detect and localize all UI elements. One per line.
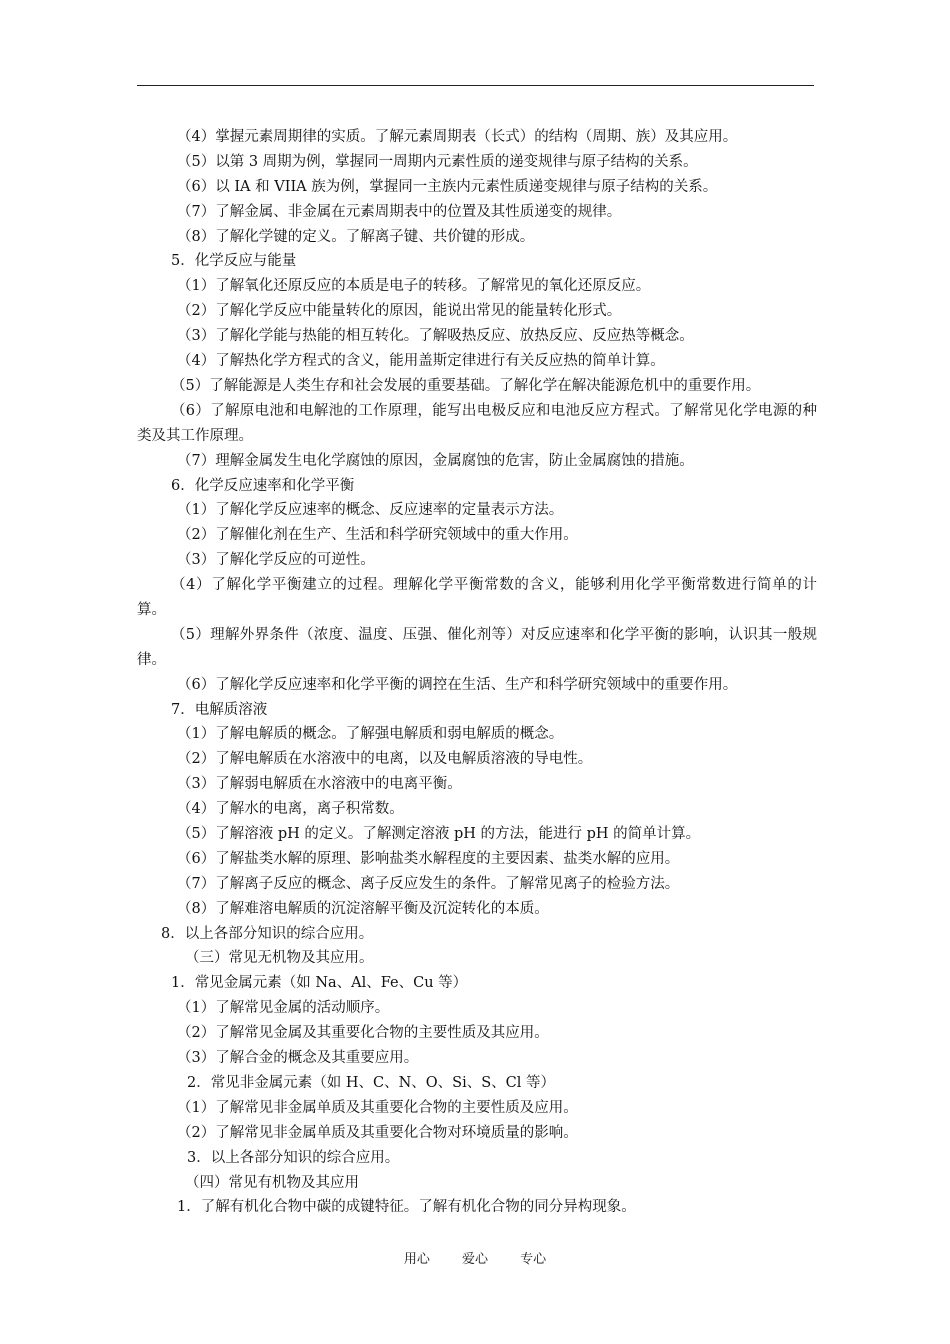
text-line: 1．了解有机化合物中碳的成键特征。了解有机化合物的同分异构现象。 (177, 1199, 636, 1216)
text-line: （1）了解常见金属的活动顺序。 (177, 1000, 390, 1017)
text-line: （5）以第 3 周期为例，掌握同一周期内元素性质的递变规律与原子结构的关系。 (177, 153, 698, 170)
text-line: （1）了解化学反应速率的概念、反应速率的定量表示方法。 (177, 502, 564, 519)
text-line: （5）理解外界条件（浓度、温度、压强、催化剂等）对反应速率和化学平衡的影响，认识其一般规律。 (137, 626, 817, 668)
text-line: （7）了解离子反应的概念、离子反应发生的条件。了解常见离子的检验方法。 (177, 875, 680, 892)
text-line: （2）了解常见金属及其重要化合物的主要性质及其应用。 (177, 1025, 549, 1042)
text-line: （2）了解电解质在水溶液中的电离，以及电解质溶液的导电性。 (177, 751, 593, 768)
text-line: （1）了解氧化还原反应的本质是电子的转移。了解常见的氧化还原反应。 (177, 278, 651, 295)
text-line: （三）常见无机物及其应用。 (185, 950, 374, 967)
text-line: 1．常见金属元素（如 Na、Al、Fe、Cu 等） (171, 975, 468, 992)
text-line: （3）了解合金的概念及其重要应用。 (177, 1050, 419, 1067)
text-line: 3．以上各部分知识的综合应用。 (187, 1149, 400, 1166)
text-line: （6）了解化学反应速率和化学平衡的调控在生活、生产和科学研究领域中的重要作用。 (177, 676, 738, 693)
text-line: （6）了解原电池和电解池的工作原理，能写出电极反应和电池反应方程式。了解常见化学电源的种类及其工作原理。 (137, 402, 817, 444)
text-line: （6）以 IA 和 VIIA 族为例，掌握同一主族内元素性质递变规律与原子结构的关系。 (177, 178, 718, 195)
text-line: 2．常见非金属元素（如 H、C、N、O、Si、S、Cl 等） (187, 1074, 555, 1091)
text-line: （1）了解常见非金属单质及其重要化合物的主要性质及应用。 (177, 1099, 578, 1116)
text-line: （5）了解能源是人类生存和社会发展的重要基础。了解化学在解决能源危机中的重要作用。 (171, 377, 761, 394)
text-line: （2）了解常见非金属单质及其重要化合物对环境质量的影响。 (177, 1124, 578, 1141)
text-line: （6）了解盐类水解的原理、影响盐类水解程度的主要因素、盐类水解的应用。 (177, 850, 680, 867)
text-line: （8）了解难溶电解质的沉淀溶解平衡及沉淀转化的本质。 (177, 900, 549, 917)
document-body (137, 125, 817, 1220)
text-line: （2）了解催化剂在生产、生活和科学研究领域中的重大作用。 (177, 527, 578, 544)
text-line: （5）了解溶液 pH 的定义。了解测定溶液 pH 的方法，能进行 pH 的简单计算。 (177, 826, 701, 843)
text-line: 8．以上各部分知识的综合应用。 (161, 925, 374, 942)
text-line: （3）了解化学能与热能的相互转化。了解吸热反应、放热反应、反应热等概念。 (177, 328, 694, 345)
text-line: （四）常见有机物及其应用 (185, 1174, 359, 1191)
text-line: （4）了解热化学方程式的含义，能用盖斯定律进行有关反应热的简单计算。 (177, 353, 665, 370)
text-line: （7）了解金属、非金属在元素周期表中的位置及其性质递变的规律。 (177, 203, 622, 220)
text-line: 6．化学反应速率和化学平衡 (171, 477, 355, 494)
text-line: （1）了解电解质的概念。了解强电解质和弱电解质的概念。 (177, 726, 564, 743)
text-line: （4）掌握元素周期律的实质。了解元素周期表（长式）的结构（周期、族）及其应用。 (177, 129, 738, 145)
text-line: 5．化学反应与能量 (171, 253, 297, 270)
header-rule (137, 85, 814, 86)
text-line: 7．电解质溶液 (171, 701, 268, 718)
text-line: （2）了解化学反应中能量转化的原因，能说出常见的能量转化形式。 (177, 303, 622, 320)
text-line: （4）了解化学平衡建立的过程。理解化学平衡常数的含义，能够利用化学平衡常数进行简单的计算。 (137, 577, 817, 618)
page-footer: 用心 爱心 专心 (403, 1252, 547, 1267)
text-line: （3）了解化学反应的可逆性。 (177, 552, 375, 569)
text-line: （4）了解水的电离，离子积常数。 (177, 801, 404, 818)
text-line: （3）了解弱电解质在水溶液中的电离平衡。 (177, 776, 462, 793)
text-line: （8）了解化学键的定义。了解离子键、共价键的形成。 (177, 228, 535, 245)
text-line: （7）理解金属发生电化学腐蚀的原因，金属腐蚀的危害，防止金属腐蚀的措施。 (177, 452, 694, 469)
